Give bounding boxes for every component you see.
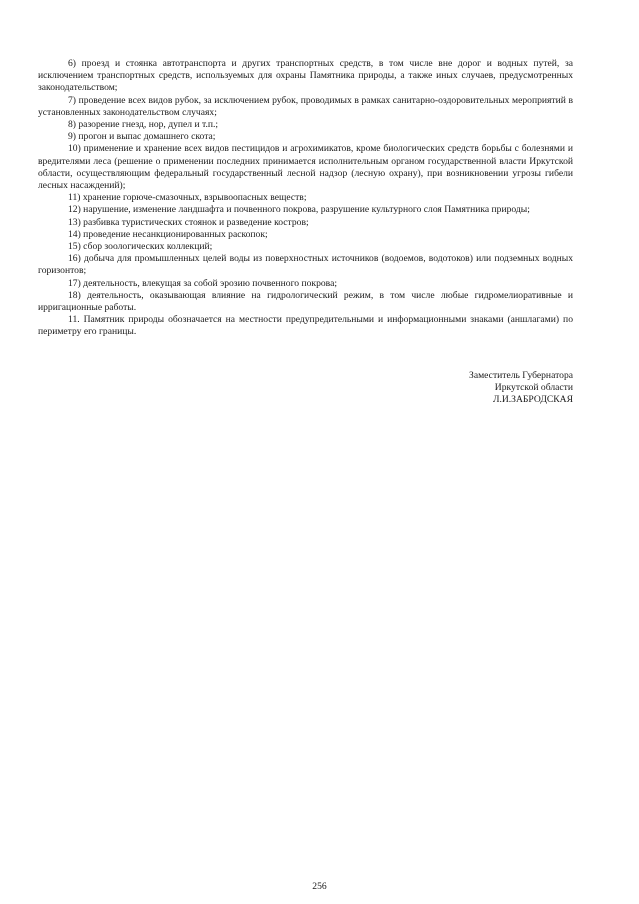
paragraph-item-16: 16) добыча для промышленных целей воды из поверхностных источников (водоемов, водотоков) или подземных водных горизонтов;	[38, 253, 573, 277]
paragraph-item-12: 12) нарушение, изменение ландшафта и почвенного покрова, разрушение культурного слоя Памятника природы;	[68, 204, 530, 216]
signature-name: Л.И.ЗАБРОДСКАЯ	[492, 394, 573, 406]
document-body	[38, 58, 573, 339]
paragraph-item-14: 14) проведение несанкционированных раскопок;	[68, 228, 268, 240]
paragraph-item-13: 13) разбивка туристических стоянок и разведение костров;	[68, 216, 309, 228]
paragraph-item-11: 11) хранение горюче-смазочных, взрывоопасных веществ;	[68, 192, 307, 204]
paragraph-item-9: 9) прогон и выпас домашнего скота;	[68, 131, 216, 143]
paragraph-item-17: 17) деятельность, влекущая за собой эрозию почвенного покрова;	[68, 277, 337, 289]
signature-position-line1: Заместитель Губернатора	[469, 370, 573, 381]
paragraph-item-10: 10) применение и хранение всех видов пестицидов и агрохимикатов, кроме биологических средств борьбы с болезнями и вредителями леса (решение о применении последних принимается исполнительным органом государственной власти Иркутской области, осуществляющим федеральный государственный лесной надзор (лесную охрану), при возникновении угрозы гибели лесных насаждений);	[38, 143, 573, 192]
paragraph-item-8: 8) разорение гнезд, нор, дупел и т.п.;	[68, 119, 219, 131]
signature-position-line2: Иркутской области	[494, 382, 573, 394]
paragraph-item-15: 15) сбор зоологических коллекций;	[68, 241, 213, 253]
paragraph-item-18: 18) деятельность, оказывающая влияние на гидрологический режим, в том числе любые гидромелиоративные и ирригационные работы.	[38, 289, 573, 314]
paragraph-section-11: 11. Памятник природы обозначается на местности предупредительными и информационными знаками (аншлагами) по периметру его границы.	[38, 314, 573, 338]
signature-block	[38, 370, 573, 407]
paragraph-item-6: 6) проезд и стоянка автотранспорта и других транспортных средств, в том числе вне дорог и водных путей, за исключением транспортных средств, используемых для охраны Памятника природы, а также иных случаев, предусмотренных законодательством;	[38, 58, 573, 94]
page-number: 256	[312, 881, 327, 892]
paragraph-item-7: 7) проведение всех видов рубок, за исключением рубок, проводимых в рамках санитарно-оздоровительных мероприятий в установленных законодательством случаях;	[38, 94, 573, 118]
